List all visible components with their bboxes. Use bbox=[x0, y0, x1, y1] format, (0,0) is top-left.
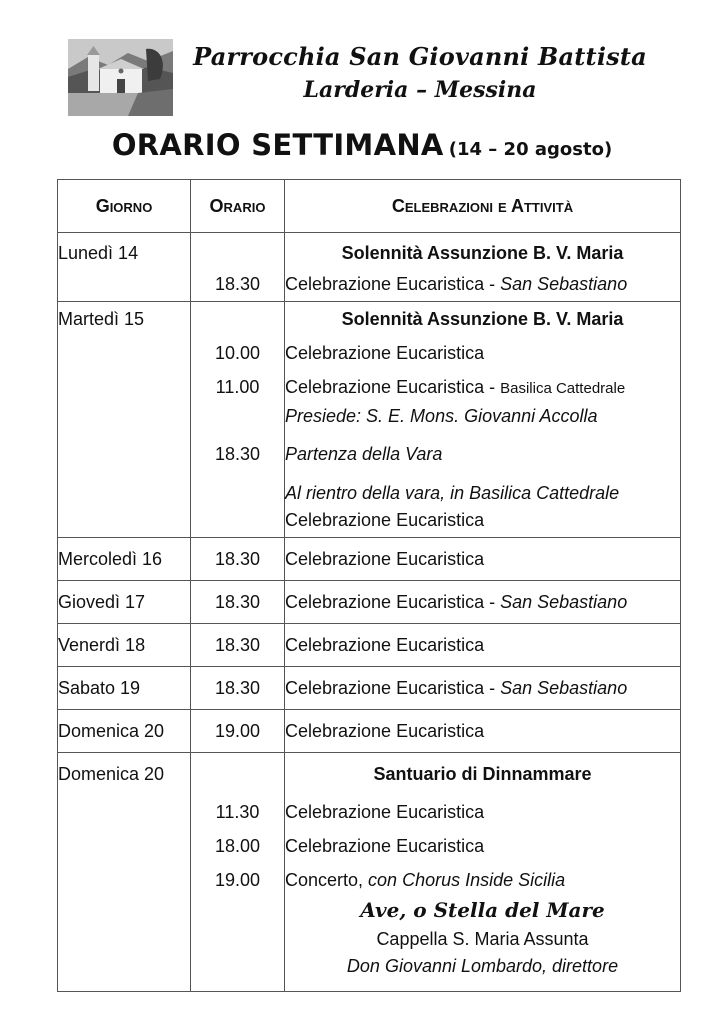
day-cell: Sabato 19 bbox=[58, 667, 191, 710]
time-cell: 19.00 bbox=[191, 863, 285, 897]
table-row bbox=[58, 301, 681, 336]
day-cell bbox=[58, 829, 191, 863]
concert-director: Don Giovanni Lombardo, direttore bbox=[285, 953, 681, 991]
table-row bbox=[58, 624, 681, 667]
event-cell: Celebrazione Eucaristica bbox=[285, 336, 681, 370]
event-with: con Chorus Inside Sicilia bbox=[368, 870, 566, 890]
page-title bbox=[0, 128, 724, 162]
day-cell bbox=[58, 897, 191, 925]
table-row bbox=[58, 897, 681, 925]
event-label: Celebrazione Eucaristica bbox=[285, 376, 485, 397]
event-cell: Celebrazione Eucaristica bbox=[285, 624, 681, 667]
day-cell bbox=[58, 925, 191, 953]
title-main: ORARIO SETTIMANA bbox=[111, 128, 444, 162]
table-row bbox=[58, 581, 681, 624]
event-cell bbox=[285, 863, 681, 897]
header-orario: Orario bbox=[191, 180, 285, 233]
table-row bbox=[58, 753, 681, 796]
event-place: San Sebastiano bbox=[500, 592, 628, 612]
event-place: San Sebastiano bbox=[500, 274, 628, 294]
table-row bbox=[58, 476, 681, 510]
day-cell: Domenica 20 bbox=[58, 753, 191, 796]
event-sep: - bbox=[484, 678, 501, 698]
time-cell: 18.00 bbox=[191, 829, 285, 863]
time-cell bbox=[191, 406, 285, 432]
time-cell: 19.00 bbox=[191, 710, 285, 753]
event-cell bbox=[285, 370, 681, 406]
day-cell: Domenica 20 bbox=[58, 710, 191, 753]
parish-place: Larderia – Messina bbox=[303, 77, 537, 103]
time-cell: 18.30 bbox=[191, 273, 285, 301]
day-cell: Lunedì 14 bbox=[58, 233, 191, 274]
event-heading: Solennità Assunzione B. V. Maria bbox=[285, 301, 681, 336]
event-label: Concerto, bbox=[285, 870, 369, 890]
church-photo bbox=[68, 39, 173, 116]
day-cell bbox=[58, 273, 191, 301]
time-cell bbox=[191, 510, 285, 538]
table-row bbox=[58, 795, 681, 829]
table-row bbox=[58, 953, 681, 991]
table-row bbox=[58, 667, 681, 710]
event-cell: Celebrazione Eucaristica bbox=[285, 710, 681, 753]
time-cell bbox=[191, 925, 285, 953]
schedule-table bbox=[57, 179, 681, 992]
day-cell bbox=[58, 863, 191, 897]
time-cell bbox=[191, 476, 285, 510]
event-cell bbox=[285, 667, 681, 710]
event-cell: Partenza della Vara bbox=[285, 432, 681, 476]
table-row bbox=[58, 538, 681, 581]
event-sep: - bbox=[484, 376, 501, 397]
event-label: Celebrazione Eucaristica bbox=[285, 274, 485, 294]
time-cell: 10.00 bbox=[191, 336, 285, 370]
table-row bbox=[58, 233, 681, 274]
table-row bbox=[58, 710, 681, 753]
event-heading: Santuario di Dinnammare bbox=[285, 753, 681, 796]
event-note: Al rientro della vara, in Basilica Cattedrale bbox=[285, 476, 681, 510]
header-giorno: Giorno bbox=[58, 180, 191, 233]
time-cell bbox=[191, 953, 285, 991]
event-cell: Celebrazione Eucaristica bbox=[285, 829, 681, 863]
table-row bbox=[58, 863, 681, 897]
day-cell: Martedì 15 bbox=[58, 301, 191, 336]
table-row bbox=[58, 370, 681, 406]
time-cell: 11.00 bbox=[191, 370, 285, 406]
concert-title: Ave, o Stella del Mare bbox=[285, 897, 681, 925]
title-dates: (14 – 20 agosto) bbox=[448, 139, 613, 160]
table-row bbox=[58, 273, 681, 301]
time-cell: 18.30 bbox=[191, 432, 285, 476]
event-sep: - bbox=[484, 592, 501, 612]
table-header-row bbox=[58, 180, 681, 233]
day-cell: Mercoledì 16 bbox=[58, 538, 191, 581]
table-row bbox=[58, 925, 681, 953]
time-cell: 18.30 bbox=[191, 667, 285, 710]
day-cell bbox=[58, 953, 191, 991]
day-cell bbox=[58, 476, 191, 510]
concert-place: Cappella S. Maria Assunta bbox=[285, 925, 681, 953]
event-heading: Solennità Assunzione B. V. Maria bbox=[285, 233, 681, 274]
time-cell: 18.30 bbox=[191, 581, 285, 624]
time-cell bbox=[191, 233, 285, 274]
time-cell bbox=[191, 301, 285, 336]
header-celebrazioni: Celebrazioni e Attività bbox=[285, 180, 681, 233]
day-cell: Venerdì 18 bbox=[58, 624, 191, 667]
table-row bbox=[58, 829, 681, 863]
event-cell: Celebrazione Eucaristica bbox=[285, 538, 681, 581]
parish-name: Parrocchia San Giovanni Battista bbox=[193, 42, 647, 71]
time-cell bbox=[191, 897, 285, 925]
event-place: San Sebastiano bbox=[500, 678, 628, 698]
time-cell: 18.30 bbox=[191, 538, 285, 581]
table-row bbox=[58, 510, 681, 538]
table-row bbox=[58, 406, 681, 432]
time-cell bbox=[191, 753, 285, 796]
day-cell bbox=[58, 370, 191, 406]
time-cell: 18.30 bbox=[191, 624, 285, 667]
event-cell bbox=[285, 273, 681, 301]
event-label: Celebrazione Eucaristica bbox=[285, 678, 485, 698]
table-row bbox=[58, 336, 681, 370]
event-sep: - bbox=[484, 274, 501, 294]
event-note: Celebrazione Eucaristica bbox=[285, 510, 681, 538]
event-cell bbox=[285, 581, 681, 624]
table-row bbox=[58, 432, 681, 476]
time-cell: 11.30 bbox=[191, 795, 285, 829]
day-cell bbox=[58, 432, 191, 476]
event-cell: Celebrazione Eucaristica bbox=[285, 795, 681, 829]
day-cell bbox=[58, 336, 191, 370]
day-cell bbox=[58, 795, 191, 829]
event-place: Basilica Cattedrale bbox=[500, 379, 626, 397]
day-cell bbox=[58, 406, 191, 432]
event-label: Celebrazione Eucaristica bbox=[285, 592, 485, 612]
day-cell bbox=[58, 510, 191, 538]
day-cell: Giovedì 17 bbox=[58, 581, 191, 624]
event-note: Presiede: S. E. Mons. Giovanni Accolla bbox=[285, 406, 681, 432]
